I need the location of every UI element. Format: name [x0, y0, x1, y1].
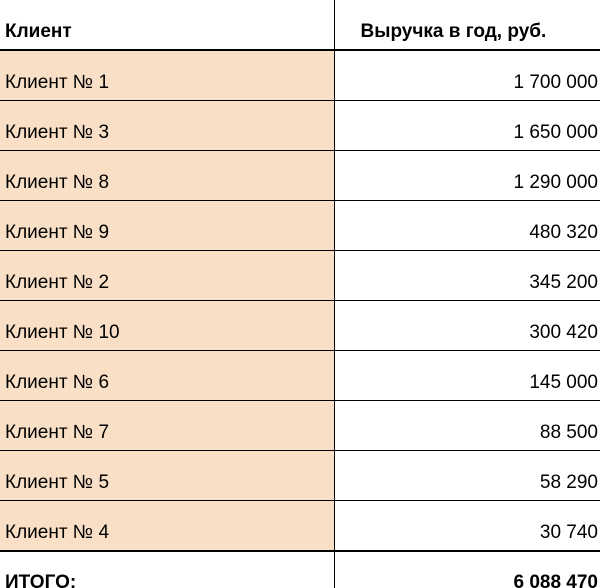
total-value: 6 088 470	[513, 572, 598, 588]
revenue-cell: 88 500	[334, 401, 600, 451]
client-name-cell: Клиент № 4	[0, 501, 334, 552]
revenue-cell: 480 320	[334, 201, 600, 251]
revenue-cell: 30 740	[334, 501, 600, 552]
total-label: ИТОГО:	[0, 551, 334, 588]
revenue-cell: 345 200	[334, 251, 600, 301]
revenue-cell: 300 420	[334, 301, 600, 351]
revenue-cell: 145 000	[334, 351, 600, 401]
table-row	[0, 301, 600, 351]
client-name-cell: Клиент № 1	[0, 50, 334, 101]
revenue-cell: 1 650 000	[334, 101, 600, 151]
client-name-cell: Клиент № 2	[0, 251, 334, 301]
client-name-cell: Клиент № 8	[0, 151, 334, 201]
client-name-cell: Клиент № 6	[0, 351, 334, 401]
revenue-cell: 1 700 000	[334, 50, 600, 101]
table-header-row	[0, 0, 600, 50]
client-name-cell: Клиент № 3	[0, 101, 334, 151]
table-row	[0, 501, 600, 552]
client-name-cell: Клиент № 10	[0, 301, 334, 351]
table-row	[0, 251, 600, 301]
total-row	[0, 551, 600, 588]
revenue-cell: 1 290 000	[334, 151, 600, 201]
header-revenue: Выручка в год, руб.	[334, 0, 600, 50]
client-name-cell: Клиент № 9	[0, 201, 334, 251]
table-row	[0, 50, 600, 101]
table-row	[0, 401, 600, 451]
client-name-cell: Клиент № 5	[0, 451, 334, 501]
revenue-cell: 58 290	[334, 451, 600, 501]
table-row	[0, 351, 600, 401]
client-name-cell: Клиент № 7	[0, 401, 334, 451]
table-row	[0, 151, 600, 201]
header-client: Клиент	[0, 0, 334, 50]
table-row	[0, 101, 600, 151]
table-row	[0, 451, 600, 501]
table-row	[0, 201, 600, 251]
